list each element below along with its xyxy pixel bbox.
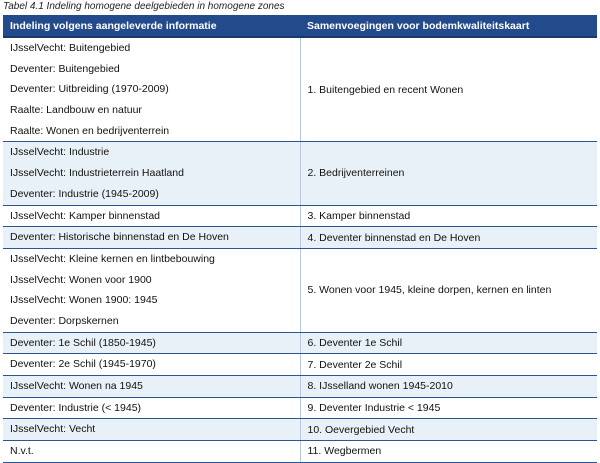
original-subarea: N.v.t. (10, 445, 34, 458)
table-header-row (3, 15, 597, 37)
original-classification-cell (3, 419, 300, 441)
merged-zone-cell: 2. Bedrijventerreinen (300, 142, 597, 205)
table-row (3, 205, 597, 227)
table-caption: Tabel 4.1 Indeling homogene deelgebieden in homogene zones (3, 1, 285, 12)
original-subarea: IJsselVecht: Wonen na 1945 (10, 380, 143, 392)
table-row (3, 248, 597, 332)
original-subarea: IJsselVecht: Kleine kernen en lintbebouwing (10, 252, 215, 265)
merged-zone-cell: 6. Deventer 1e Schil (300, 332, 597, 354)
original-subarea: Deventer: 1e Schil (1850-1945) (10, 336, 156, 349)
header-merged-zones: Samenvoegingen voor bodemkwaliteitskaart (300, 15, 597, 37)
table-body (3, 37, 597, 462)
original-subarea: Raalte: Landbouw en natuur (10, 104, 142, 117)
original-subarea: IJsselVecht: Wonen 1900: 1945 (10, 294, 158, 307)
original-subarea: Raalte: Wonen en bedrijventerrein (10, 124, 170, 137)
original-subarea: IJsselVecht: Buitengebied (10, 42, 131, 54)
original-subarea: Deventer: Industrie (1945-2009) (10, 187, 159, 200)
table-row (3, 142, 597, 205)
merged-zone-cell: 7. Deventer 2e Schil (300, 354, 597, 376)
merged-zone-cell: 5. Wonen voor 1945, kleine dorpen, kernen en linten (300, 248, 597, 332)
table-row (3, 227, 597, 249)
original-classification-cell (3, 248, 300, 332)
original-classification-cell (3, 332, 300, 354)
merged-zone-cell: 3. Kamper binnenstad (300, 205, 597, 227)
table-row (3, 354, 597, 376)
merged-zone-cell: 10. Oevergebied Vecht (300, 419, 597, 441)
merged-zone-cell: 9. Deventer Industrie < 1945 (300, 397, 597, 419)
original-classification-cell (3, 37, 300, 142)
table-row (3, 332, 597, 354)
original-subarea: Deventer: 2e Schil (1945-1970) (10, 358, 156, 371)
table-row (3, 419, 597, 441)
table-row (3, 376, 597, 398)
table-row (3, 397, 597, 419)
original-classification-cell (3, 354, 300, 376)
header-original-classification: Indeling volgens aangeleverde informatie (3, 15, 300, 37)
merged-zone-cell: 1. Buitengebied en recent Wonen (300, 37, 597, 142)
merged-zone-cell: 11. Wegbermen (300, 441, 597, 463)
original-classification-cell (3, 376, 300, 398)
original-subarea: Deventer: Dorpskernen (10, 314, 119, 327)
original-classification-cell (3, 397, 300, 419)
original-subarea: Deventer: Historische binnenstad en De Hoven (10, 231, 229, 244)
original-subarea: Deventer: Industrie (< 1945) (10, 401, 142, 414)
original-subarea: Deventer: Uitbreiding (1970-2009) (10, 83, 169, 96)
original-subarea: IJsselVecht: Wonen voor 1900 (10, 273, 152, 286)
original-subarea: IJsselVecht: Industrie (10, 146, 110, 159)
table-row (3, 37, 597, 142)
original-subarea: Deventer: Buitengebied (10, 62, 120, 75)
original-subarea: IJsselVecht: Kamper binnenstad (10, 209, 161, 222)
zones-table (3, 15, 597, 463)
original-classification-cell (3, 142, 300, 205)
original-subarea: IJsselVecht: Vecht (10, 423, 96, 436)
original-classification-cell (3, 227, 300, 249)
original-classification-cell (3, 205, 300, 227)
merged-zone-cell: 4. Deventer binnenstad en De Hoven (300, 227, 597, 249)
merged-zone-cell: 8. IJsselland wonen 1945-2010 (300, 376, 597, 398)
original-subarea: IJsselVecht: Industrieterrein Haatland (10, 167, 184, 180)
